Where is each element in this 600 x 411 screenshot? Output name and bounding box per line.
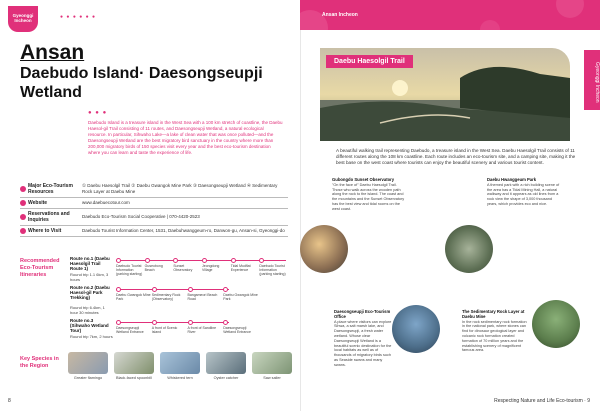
info-table (20, 181, 288, 237)
species-item: Greater flamingo (68, 352, 108, 380)
region-badge: Gyeonggi Incheon (8, 6, 38, 32)
route-stop: A front of Sandline River (188, 318, 224, 334)
info-label: Where to Visit (28, 228, 62, 234)
species-photo (114, 352, 154, 374)
route-stop: Sunset Observatory (173, 256, 202, 276)
info-row-website (20, 198, 288, 209)
route-stop: Daesongseupji Wetland Entrance (223, 318, 259, 334)
leaf-icon (20, 186, 26, 192)
place-photo-sunset-observatory (300, 225, 348, 273)
info-label: Major Eco-Tourism Resources (28, 183, 73, 195)
species-photo (206, 352, 246, 374)
intro-paragraph: Daebudo Island is a treasure island in the West Sea with a 100 km stretch of coastline, the Daebu Haesol-gil Trail consisting of 11 routes, and Daesongseupji Wetland, a natural ecological resource. In particular, Sihwaho Lake—a lake of clean water that was once polluted—and the Daesongseupji Wetland are the best migratory bird sanctuary in the country where more than 200,000 migratory birds of 150 species visit every year and the best eco-tourism destination where you can learn and taste the experience of life. (88, 120, 283, 155)
route-name: Route no.3 (Sihwaho Wetland Tour) (70, 318, 109, 333)
location-pin-icon (20, 228, 26, 234)
place-sedimentary-rock: The Sedimentary Rock Layer at Daebu Mine In the rock sedimentary rock formation in the national park, where stones can find for dinosaur geological layer and volcanic rock formation created formation of 70 million years and the establishing scenery of magnificent famous area. (462, 309, 527, 353)
route-stop: Daebu Gwangok Mine Park (116, 285, 152, 301)
place-eco-office: Daesongseupji Eco-Tourism Office A place where visitors can explore Sihwa, a salt marsh lake, and Daesongseupji, a fresh water wetland. Whose clear Daesongseupji Wetland is a beautiful scenic destination for the local habitats as well as of thousands of migratory birds such as Seaside swans and many swans. (334, 309, 392, 367)
info-label: Website (28, 200, 48, 206)
place-photo-sedimentary-rock (532, 300, 580, 348)
route-duration: Round trip 6.4km, 1 hour 30 minutes (70, 305, 105, 315)
phone-icon (20, 214, 26, 220)
route-stop: Bangameori Beach Road (188, 285, 224, 301)
route-stop: Daebudo Tourist Information (parking starting) (116, 256, 145, 276)
species-photo (252, 352, 292, 374)
species-photo (160, 352, 200, 374)
route-duration: Round trip 7km, 2 hours (70, 334, 113, 339)
route-name: Route no.2 (Daebu Haesol-gil Park Trekking) (70, 285, 110, 300)
route-name: Route no.1 (Daebu Haesolgil Trail Route 1) (70, 256, 110, 271)
place-hwanggeum-park: Daebu Hwanggeum Park A themed park with a rich building scene of the area has a Tidal Mining Hall, a natural walkway and it appears as old lines from a rock view the shape of 3,000 thousand years, which provides eco and nice. (487, 177, 560, 206)
place-photo-hwanggeum-park (445, 225, 493, 273)
info-row-reservations (20, 209, 288, 226)
route-stop: Tidal Mudflat Experience (231, 256, 260, 276)
intro-dots: ● ● ● (88, 110, 108, 116)
species-item: Saw sailer (252, 352, 292, 380)
page-footer: Respecting Nature and Life Eco-tourism · 9 (494, 398, 590, 404)
route-stop: Daebu Gwangok Mine Park (223, 285, 259, 301)
species-item: Oyster catcher (206, 352, 246, 380)
info-value: Daebudo Tourist Information Center, 1531, Daebuhwanggeum-ro, Danwon-gu, Ansan-si, Gyeonggi-do (82, 228, 285, 233)
info-value: ① Daebu Haesolgil Trail ② Daebu Gwangok Mine Park ③ Daesongseupji Wetland ④ Sedimentary Rock Layer at Daebu Mine (82, 183, 278, 194)
info-value: Daebudo Eco-Tourism Social Cooperative | 070-4420-2523 (82, 214, 200, 219)
route-stop: Jeongdong Village (202, 256, 231, 276)
photo-label: Daebu Haesolgil Trail (326, 55, 413, 68)
website-link[interactable]: www.daebuecotour.com (82, 200, 130, 205)
place-photo-eco-office (392, 305, 440, 353)
place-sunset-observatory: Gubongdo Sunset Observatory "On the face of" Daebu Haesolgil Trail. Those who walk across the wooden path along the rock to the island. The coast and the mountains and the Sunset Observatory has the best view and tidal rooms on the west coast. (332, 177, 405, 211)
page-gutter (300, 0, 301, 411)
page-title: Daebudo Island· Daesongseupji Wetland (20, 65, 263, 101)
species-heading: Key Species in the Region (20, 356, 59, 369)
info-label: Reservations and Inquiries (28, 211, 70, 223)
route-stop: A front of Scenic Island (152, 318, 188, 334)
section-side-tab: Gyeonggi Incheon (584, 50, 600, 110)
info-row-resources (20, 181, 288, 198)
page-number: 8 (8, 398, 11, 404)
route-stop: Daebudo Tourist Information (parking starting) (259, 256, 288, 276)
route-stop: Daesongseupji Wetland Entrance (116, 318, 152, 334)
species-list (68, 352, 292, 380)
route-duration: Round trip 1.1 6km, 3 hours (70, 272, 109, 282)
city-title: Ansan (20, 41, 85, 64)
species-item: Whiskered tern (160, 352, 200, 380)
running-header: Ansan Incheon (322, 12, 358, 18)
itineraries-heading: Recommended Eco-Tourism Itineraries (20, 258, 60, 278)
info-row-where (20, 226, 288, 237)
route-stop: Sedimentary Rock (Observatory) (152, 285, 188, 301)
route-stop: Guseobong Beach (145, 256, 174, 276)
globe-icon (20, 200, 26, 206)
photo-caption: A beautiful walking trail representing Daebudo, a treasure island in the West Sea. Daebu Haesolgil Trail consists of 11 different routes along the 108 km coastline. Each route includes an eco-tourism site, and a camping site, making it the best base on the west coast where tourists can enjoy the beautiful scenery and various tourist content. (336, 148, 576, 165)
species-item: Black-faced spoonbill (114, 352, 154, 380)
species-photo (68, 352, 108, 374)
decorative-dots: ● ● ● ● ● ● (60, 14, 97, 20)
